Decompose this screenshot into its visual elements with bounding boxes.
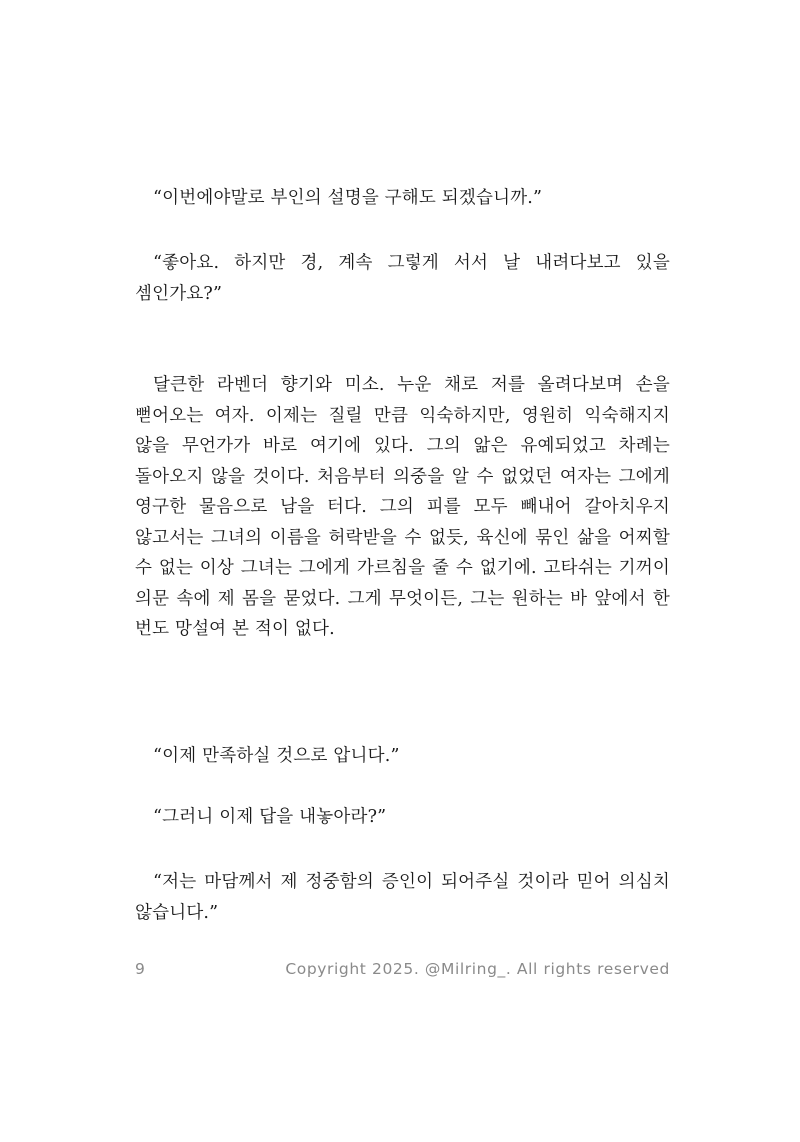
copyright-notice: Copyright 2025. @Milring_. All rights reserved [285, 960, 670, 978]
dialogue-paragraph: “그러니 이제 답을 내놓아라?” [153, 807, 387, 827]
page-footer [135, 960, 670, 986]
dialogue-paragraph: “좋아요. 하지만 경, 계속 그렇게 서서 날 내려다보고 있을 셈인가요?” [135, 253, 670, 304]
page-number: 9 [135, 960, 146, 978]
dialogue-paragraph: “이번에야말로 부인의 설명을 구해도 되겠습니까.” [153, 188, 543, 208]
dialogue-paragraph: “이제 만족하실 것으로 압니다.” [153, 746, 400, 766]
dialogue-paragraph: “저는 마담께서 제 정중함의 증인이 되어주실 것이라 믿어 의심치 않습니다.” [135, 872, 670, 923]
narrative-paragraph: 달큰한 라벤더 향기와 미소. 누운 채로 저를 올려다보며 손을 뻗어오는 여자. 이제는 질릴 만큼 익숙하지만, 영원히 익숙해지지 않을 무언가가 바로 여기에 있다. 그의 앎은 유예되었고 차례는 돌아오지 않을 것이다. 처음부터 의중을 알 수 없었던 여자는 그에게 영구한 물음으로 남을 터다. 그의 피를 모두 빼내어 갈아치우지 않고서는 그녀의 이름을 허락받을 수 없듯, 육신에 묶인 삶을 어찌할 수 없는 이상 그녀는 그에게 가르침을 줄 수 없기에. 고타쉬는 기꺼이 의문 속에 제 몸을 묻었다. 그게 무엇이든, 그는 원하는 바 앞에서 한 번도 망설여 본 적이 없다. [135, 375, 670, 639]
page-content [135, 0, 670, 1142]
